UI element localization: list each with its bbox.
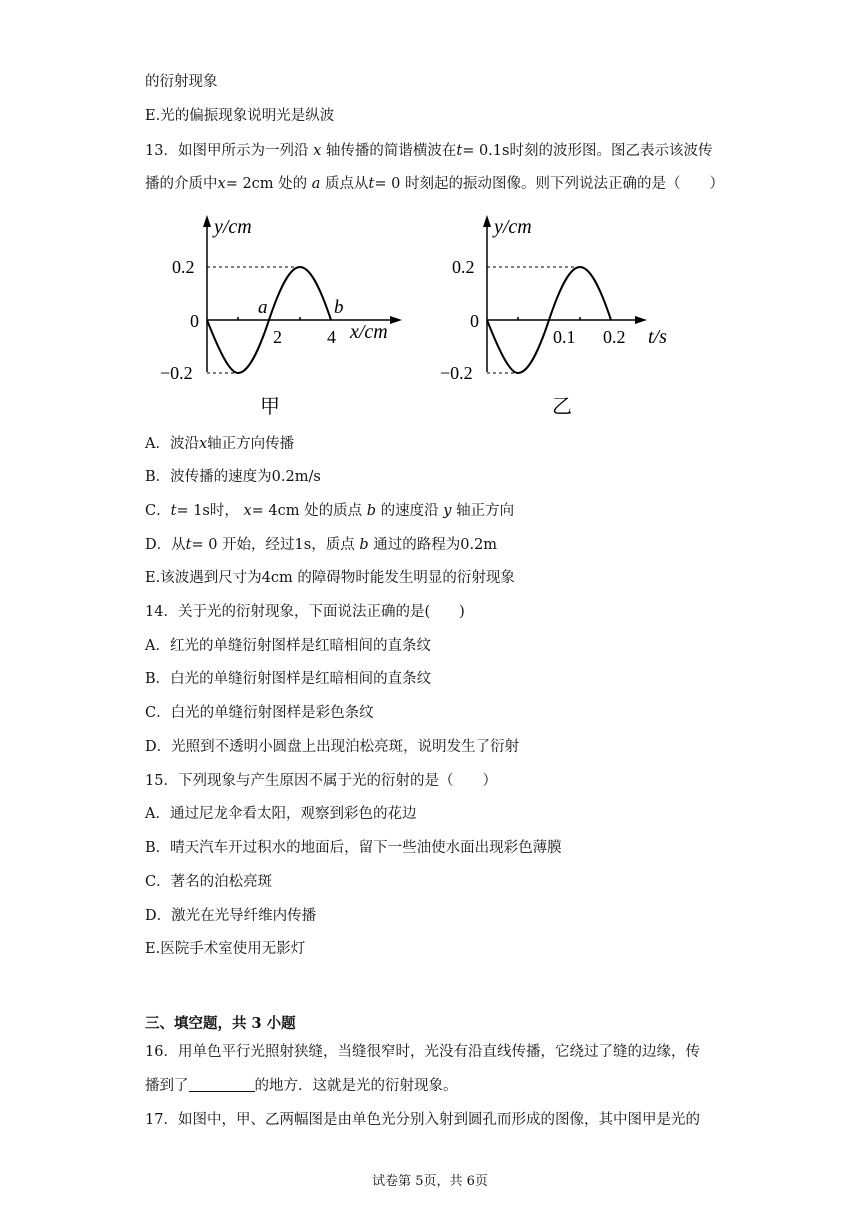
yi-y-arrow (483, 215, 491, 227)
yi-caption: 乙 (552, 396, 572, 418)
question-17: 17．如图中，甲、乙两幅图是由单色光分别入射到圆孔而形成的图像，其中图甲是光的 (145, 1112, 700, 1128)
jia-point-b: b (334, 297, 344, 318)
figure-jia-wave-graph (150, 205, 410, 420)
yi-ymin-label: −0.2 (440, 363, 473, 383)
jia-tick-2: 2 (273, 327, 282, 347)
jia-ymin-label: −0.2 (160, 363, 193, 383)
q14-option-d: D．光照到不透明小圆盘上出现泊松亮斑，说明发生了衍射 (145, 739, 520, 755)
jia-x-arrow (390, 316, 402, 324)
q13-option-c: C．t= 1s时， x= 4cm 处的质点 b 的速度沿 y 轴正方向 (145, 503, 515, 519)
section-heading: 三、填空题，共 3 小题 (145, 1015, 296, 1032)
q13-option-d: D．从t= 0 开始，经过1s，质点 b 通过的路程为0.2m (145, 537, 498, 553)
jia-caption: 甲 (260, 396, 280, 418)
q14-option-b: B．白光的单缝衍射图样是红暗相间的直条纹 (145, 671, 432, 687)
q15-option-d: D．激光在光导纤维内传播 (145, 908, 317, 924)
yi-x-arrow (635, 316, 647, 324)
yi-tick-01: 0.1 (553, 327, 576, 347)
question-14: 14．关于光的衍射现象，下面说法正确的是( ) (145, 604, 465, 620)
jia-ymax-label: 0.2 (172, 257, 195, 277)
question-13-line-1: 13．如图甲所示为一列沿 x 轴传播的简谐横波在t= 0.1s时刻的波形图。图乙表示该波传 (145, 143, 713, 159)
q13-option-a: A．波沿x轴正方向传播 (145, 436, 295, 452)
line-1: 的衍射现象 (145, 74, 218, 90)
jia-point-a: a (258, 297, 268, 318)
question-13-line-2: 播的介质中x= 2cm 处的 a 质点从t= 0 时刻起的振动图像。则下列说法正确的是（ ） (145, 176, 724, 192)
q15-option-c: C．著名的泊松亮斑 (145, 874, 273, 890)
figure-yi-vibration-graph (430, 205, 690, 420)
yi-origin-label: 0 (470, 311, 479, 331)
q15-option-a: A．通过尼龙伞看太阳，观察到彩色的花边 (145, 806, 417, 822)
page-footer: 试卷第 5页，共 6页 (372, 1174, 488, 1189)
yi-x-label: t/s (648, 326, 667, 348)
q13-option-e: E.该波遇到尺寸为4cm 的障碍物时能发生明显的衍射现象 (145, 570, 515, 586)
line-2: E.光的偏振现象说明光是纵波 (145, 108, 335, 124)
q14-option-a: A．红光的单缝衍射图样是红暗相间的直条纹 (145, 638, 431, 654)
q13-option-b: B．波传播的速度为0.2m/s (145, 469, 321, 485)
question-15: 15．下列现象与产生原因不属于光的衍射的是（ ） (145, 773, 497, 789)
yi-y-label: y/cm (494, 216, 532, 238)
jia-tick-4: 4 (327, 327, 336, 347)
yi-ymax-label: 0.2 (452, 257, 475, 277)
jia-x-label: x/cm (350, 321, 388, 343)
yi-tick-02: 0.2 (603, 327, 626, 347)
q15-option-e: E.医院手术室使用无影灯 (145, 941, 306, 957)
answer-blank[interactable] (189, 1077, 255, 1092)
q14-option-c: C．白光的单缝衍射图样是彩色条纹 (145, 705, 374, 721)
question-16-line-2: 播到了 的地方．这就是光的衍射现象。 (145, 1078, 458, 1094)
q15-option-b: B．晴天汽车开过积水的地面后，留下一些油使水面出现彩色薄膜 (145, 840, 562, 856)
question-16-line-1: 16．用单色平行光照射狭缝，当缝很窄时，光没有沿直线传播，它绕过了缝的边缘，传 (145, 1044, 700, 1060)
jia-origin-label: 0 (190, 311, 199, 331)
jia-y-label: y/cm (214, 216, 252, 238)
jia-y-arrow (203, 215, 211, 227)
